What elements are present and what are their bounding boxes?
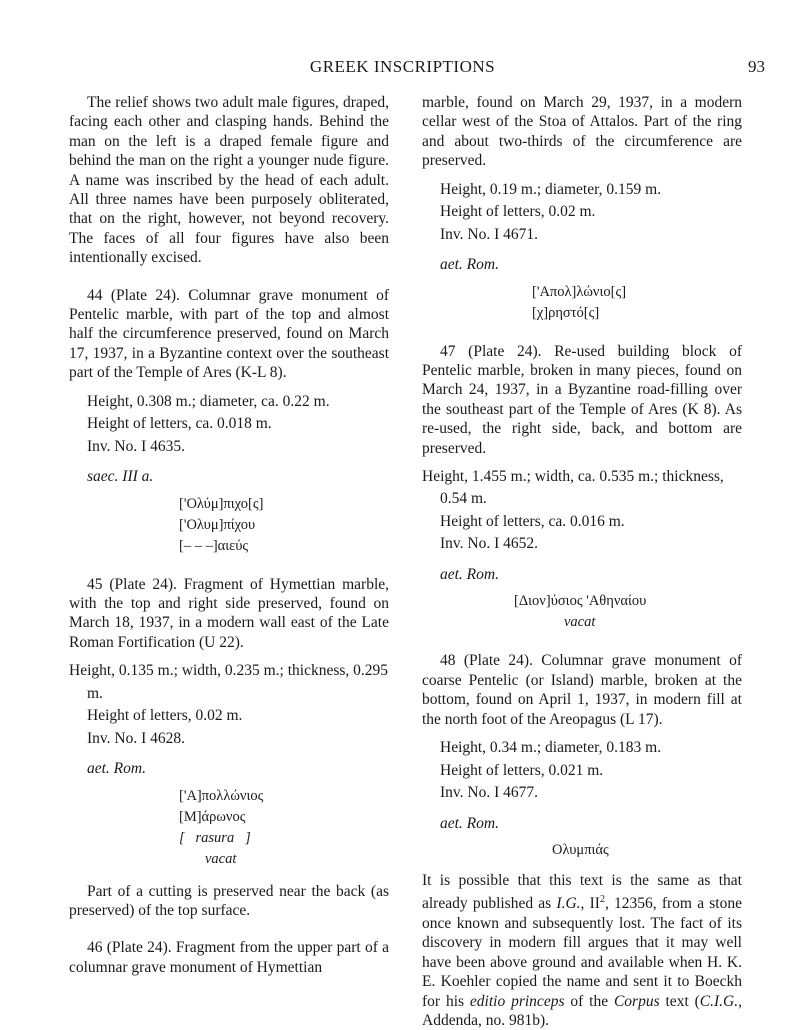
commentary-text: text ( — [659, 992, 700, 1010]
commentary-text: , II — [580, 895, 600, 913]
relief-description: The relief shows two adult male figures, draped, facing each other and clasping hands. Behind the man on the left is a draped female figure and behind the man on the right a younger nude figure. A name was inscribed by the head of each adult. All three names have been purposely obliterated, that on the right, however, not beyond recovery. The faces of all four figures have also been intentionally excised. — [69, 94, 389, 267]
entry-46-inscription — [422, 282, 742, 324]
entry-47-description: 47 (Plate 24). Re-used building block of Pentelic marble, broken in many pieces, found on March 24, 1937, in a Byzantine road-filling over the southeast part of the Temple of Ares (K 8). As re-used, the right side, back, and bottom are preserved. — [422, 342, 742, 457]
entry-45-note: Part of a cutting is preserved near the back (as preserved) of the top surface. — [69, 882, 389, 920]
entry-48 — [422, 651, 742, 1030]
entry-47-inscription — [422, 591, 742, 633]
entry-47 — [422, 342, 742, 634]
entry-45 — [69, 575, 389, 921]
inscription-vacat: vacat — [205, 850, 237, 867]
entry-46 — [422, 179, 742, 324]
entry-44-inventory: Inv. No. I 4635. — [87, 437, 186, 455]
commentary-text: It is possible that this text is the same as that already published as — [422, 871, 742, 913]
entry-48-inventory: Inv. No. I 4677. — [440, 784, 539, 801]
commentary-text: of the — [564, 992, 614, 1010]
entry-46-description-continued: marble, found on March 29, 1937, in a modern cellar west of the Stoa of Attalos. Part of the ring and about two-thirds of the circumference are preserved. — [422, 94, 742, 170]
inscription-line: ['Ολυμ]πίχου — [179, 516, 256, 533]
entry-47-inventory: Inv. No. I 4652. — [440, 535, 539, 553]
entry-46-description-start: 46 (Plate 24). Fragment from the upper part of a columnar grave monument of Hymettian — [69, 939, 389, 976]
commentary-text: , Addenda, no. 981b). — [422, 992, 742, 1029]
entry-46-inventory: Inv. No. I 4671. — [440, 225, 539, 243]
entry-48-commentary — [422, 871, 742, 1030]
right-column — [422, 93, 742, 1030]
inscription-rasura: [ rasura ] — [179, 829, 251, 846]
inscription-line: [Διον]ύσιος 'Αθηναίου — [514, 593, 647, 610]
entry-48-description: 48 (Plate 24). Columnar grave monument of coarse Pentelic (or Island) marble, broken at the bottom, found on April 1, 1937, in modern fill at the north foot of the Areopagus (L 17). — [422, 652, 742, 728]
entry-48-date: aet. Rom. — [440, 814, 499, 832]
inscription-line: [χ]ρηστό[ς] — [532, 304, 600, 321]
entry-44-letter-height: Height of letters, ca. 0.018 m. — [87, 415, 272, 433]
entry-46-letter-height: Height of letters, 0.02 m. — [440, 203, 596, 221]
entry-48-inscription — [422, 840, 742, 861]
entry-48-letter-height: Height of letters, 0.021 m. — [440, 761, 604, 779]
commentary-ref: C.I.G. — [699, 992, 739, 1010]
entry-46-dimensions: Height, 0.19 m.; diameter, 0.159 m. — [440, 180, 662, 198]
entry-47-date: aet. Rom. — [440, 565, 499, 583]
page-number: 93 — [748, 57, 765, 76]
commentary-text: , 12356, from a stone once known and subsequently lost. The fact of its discovery in modern fill argues that it may well have been above ground and available when H. K. E. Koehler copied the name and sent it to Boeckh for his — [422, 895, 742, 1010]
entry-47-letter-height: Height of letters, ca. 0.016 m. — [440, 512, 625, 530]
inscription-line: Ολυμπιάς — [552, 841, 609, 858]
running-head: GREEK INSCRIPTIONS — [309, 57, 496, 76]
entry-44-description: 44 (Plate 24). Columnar grave monument of Pentelic marble, with part of the top and almost half the circumference preserved, found on March 17, 1937, in a Byzantine context over the southeast part of the Temple of Ares (K-L 8). — [69, 286, 389, 382]
inscription-line: ['Ολύμ]πιχο[ς] — [179, 495, 264, 512]
entry-47-dimensions: Height, 1.455 m.; width, ca. 0.535 m.; thickness, 0.54 m. — [422, 467, 724, 508]
inscription-line: ['Aπολ]λώνιο[ς] — [532, 283, 627, 300]
inscription-line: [M]άρωνος — [179, 808, 246, 825]
entry-44-date: saec. III a. — [87, 468, 154, 486]
entry-44-dimensions: Height, 0.308 m.; diameter, ca. 0.22 m. — [87, 392, 330, 410]
inscription-line: ['A]πολλώνιος — [179, 787, 264, 804]
commentary-ref: Corpus — [613, 992, 660, 1010]
entry-45-dimensions: Height, 0.135 m.; width, 0.235 m.; thickness, 0.295 m. — [69, 662, 389, 702]
entry-46-date: aet. Rom. — [440, 256, 499, 274]
entry-45-date: aet. Rom. — [87, 760, 146, 778]
inscription-vacat: vacat — [564, 614, 596, 631]
entry-45-letter-height: Height of letters, 0.02 m. — [87, 707, 243, 725]
commentary-ref: editio princeps — [469, 992, 565, 1010]
entry-45-inscription — [69, 786, 389, 870]
left-column — [69, 93, 389, 977]
entry-45-inventory: Inv. No. I 4628. — [87, 729, 186, 747]
commentary-ref: I.G. — [556, 895, 581, 913]
entry-44 — [69, 286, 389, 557]
entry-48-dimensions: Height, 0.34 m.; diameter, 0.183 m. — [440, 739, 662, 756]
inscription-line: [– – –]αιεύς — [179, 537, 249, 554]
entry-45-description: 45 (Plate 24). Fragment of Hymettian marble, with the top and right side preserved, found on March 18, 1937, in a modern wall east of the Late Roman Fortification (U 22). — [69, 575, 389, 651]
commentary-superscript: 2 — [599, 894, 605, 906]
entry-44-inscription — [69, 494, 389, 557]
